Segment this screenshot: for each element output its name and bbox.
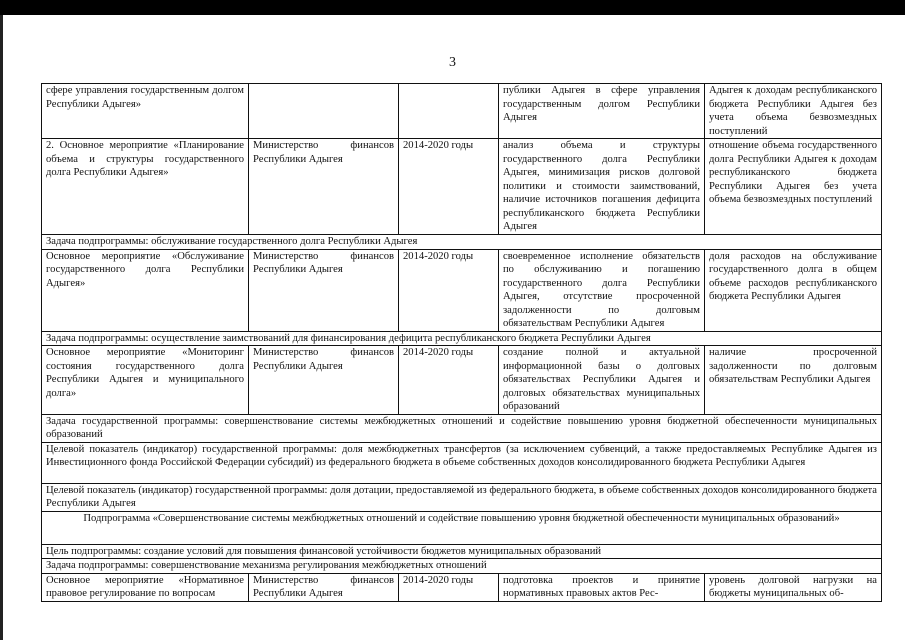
table-row (42, 573, 882, 601)
table-row (42, 139, 882, 235)
indicator-cell: наличие просроченной задолженности по долговым обязательствам Республики Адыгея (705, 346, 882, 415)
result-cell: подготовка проектов и принятие нормативных правовых актов Рес- (499, 573, 705, 601)
program-activities-table (41, 83, 882, 602)
activity-cell: сфере управления государственным долгом Республики Адыгея» (42, 84, 249, 139)
executor-cell: Министерство финансов Республики Адыгея (249, 573, 399, 601)
table-row (42, 414, 882, 442)
table-row (42, 559, 882, 574)
table-row (42, 235, 882, 250)
period-cell: 2014-2020 годы (399, 139, 499, 235)
table-row (42, 544, 882, 559)
subprogram-title: Подпрограмма «Совершенствование системы межбюджетных отношений и содействие повышению уровня бюджетной обеспеченности муниципальных образований» (42, 511, 882, 544)
period-cell: 2014-2020 годы (399, 573, 499, 601)
table-row (42, 84, 882, 139)
period-cell: 2014-2020 годы (399, 249, 499, 331)
table-row (42, 442, 882, 483)
result-cell: создание полной и актуальной информационной базы о долговых обязательствах Республики Адыгея и долговых обязательствах муниципальных образований (499, 346, 705, 415)
table-row (42, 346, 882, 415)
executor-cell (249, 84, 399, 139)
result-cell: публики Адыгея в сфере управления государственным долгом Республики Адыгея (499, 84, 705, 139)
program-task-heading: Задача государственной программы: совершенствование системы межбюджетных отношений и содействие повышению уровня бюджетной обеспеченности муниципальных образований (42, 414, 882, 442)
result-cell: своевременное исполнение обязательств по обслуживанию и погашению государственного долга Республики Адыгея, отсутствие просроченной задолженности по долговым обязательствам Республики Адыгея (499, 249, 705, 331)
left-scan-edge (0, 15, 3, 640)
table-row (42, 483, 882, 511)
activity-cell: Основное мероприятие «Мониторинг состояния государственного долга Республики Адыгея и муниципального долга» (42, 346, 249, 415)
page-number: 3 (449, 55, 456, 70)
task-heading: Задача подпрограммы: осуществление заимствований для финансирования дефицита республиканского бюджета Республики Адыгея (42, 331, 882, 346)
indicator-cell: доля расходов на обслуживание государственного долга в общем объеме расходов республиканского бюджета Республики Адыгея (705, 249, 882, 331)
activity-cell: 2. Основное мероприятие «Планирование объема и структуры государственного долга Республики Адыгея» (42, 139, 249, 235)
task-heading: Задача подпрограммы: обслуживание государственного долга Республики Адыгея (42, 235, 882, 250)
task-heading: Задача подпрограммы: совершенствование механизма регулирования межбюджетных отношений (42, 559, 882, 574)
period-cell: 2014-2020 годы (399, 346, 499, 415)
activity-cell: Основное мероприятие «Нормативное правовое регулирование по вопросам (42, 573, 249, 601)
period-cell (399, 84, 499, 139)
indicator-cell: уровень долговой нагрузки на бюджеты муниципальных об- (705, 573, 882, 601)
subprogram-goal: Цель подпрограммы: создание условий для повышения финансовой устойчивости бюджетов муниципальных образований (42, 544, 882, 559)
indicator-cell: Адыгея к доходам республиканского бюджета Республики Адыгея без учета объема безвозмездных поступлений (705, 84, 882, 139)
executor-cell: Министерство финансов Республики Адыгея (249, 139, 399, 235)
target-indicator: Целевой показатель (индикатор) государственной программы: доля межбюджетных трансфертов (за исключением субвенций, а также предоставляемых Республике Адыгея из Инвестиционного фонда Российской Федерации субсидий) из федерального бюджета в объеме собственных доходов консолидированного бюджета Республики Адыгея (42, 442, 882, 483)
activity-cell: Основное мероприятие «Обслуживание государственного долга Республики Адыгея» (42, 249, 249, 331)
table-row (42, 511, 882, 544)
result-cell: анализ объема и структуры государственного долга Республики Адыгея, минимизация рисков долговой политики и стоимости заимствований, наличие источников погашения дефицита республиканского бюджета Республики Адыгея (499, 139, 705, 235)
indicator-cell: отношение объема государственного долга Республики Адыгея к доходам республиканского бюджета Республики Адыгея без учета объема безвозмездных поступлений (705, 139, 882, 235)
executor-cell: Министерство финансов Республики Адыгея (249, 249, 399, 331)
top-scan-border (0, 0, 905, 15)
table-row (42, 331, 882, 346)
target-indicator: Целевой показатель (индикатор) государственной программы: доля дотации, предоставляемой из федерального бюджета, в объеме собственных доходов консолидированного бюджета Республики Адыгея (42, 483, 882, 511)
executor-cell: Министерство финансов Республики Адыгея (249, 346, 399, 415)
table-row (42, 249, 882, 331)
